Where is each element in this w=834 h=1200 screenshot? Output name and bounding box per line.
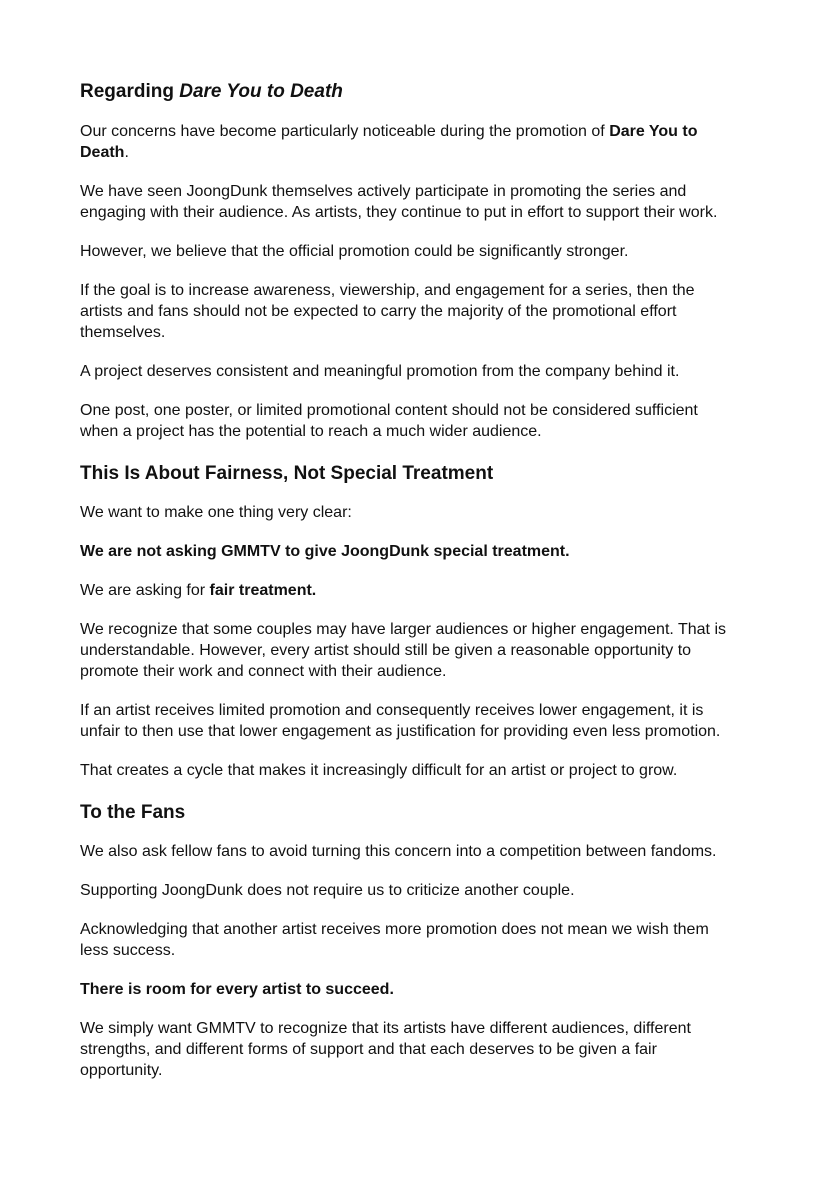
section-heading-dare-you-to-death: Regarding Dare You to Death <box>80 81 343 102</box>
paragraph: Our concerns have become particularly noticeable during the promotion of Dare You to Death. <box>80 123 698 161</box>
paragraph: If an artist receives limited promotion and consequently receives lower engagement, it is unfair to then use that lower engagement as justification for providing even less promotion. <box>80 702 721 740</box>
paragraph: If the goal is to increase awareness, viewership, and engagement for a series, then the artists and fans should not be expected to carry the majority of the promotional effort themselves. <box>80 282 695 341</box>
document-page <box>80 80 730 1081</box>
paragraph: However, we believe that the official promotion could be significantly stronger. <box>80 243 629 260</box>
paragraph: We also ask fellow fans to avoid turning this concern into a competition between fandoms. <box>80 843 717 860</box>
paragraph: We simply want GMMTV to recognize that its artists have different audiences, different strengths, and different forms of support and that each deserves to be given a fair opportunity. <box>80 1020 691 1079</box>
paragraph: Supporting JoongDunk does not require us to criticize another couple. <box>80 882 575 899</box>
paragraph: That creates a cycle that makes it increasingly difficult for an artist or project to grow. <box>80 762 678 779</box>
paragraph-bold: We are not asking GMMTV to give JoongDunk special treatment. <box>80 543 570 560</box>
section-heading-to-the-fans: To the Fans <box>80 802 186 823</box>
paragraph: Acknowledging that another artist receives more promotion does not mean we wish them less success. <box>80 921 709 959</box>
section-heading-fairness: This Is About Fairness, Not Special Treatment <box>80 463 494 484</box>
paragraph: We want to make one thing very clear: <box>80 504 352 521</box>
paragraph: One post, one poster, or limited promotional content should not be considered sufficient when a project has the potential to reach a much wider audience. <box>80 402 698 440</box>
series-title-bold: Dare You to Death <box>80 123 698 161</box>
heading-series-title: Dare You to Death <box>179 81 343 102</box>
paragraph: We recognize that some couples may have larger audiences or higher engagement. That is understandable. However, every artist should still be given a reasonable opportunity to promote their work and connect with their audience. <box>80 621 726 680</box>
paragraph: We have seen JoongDunk themselves actively participate in promoting the series and engaging with their audience. As artists, they continue to put in effort to support their work. <box>80 183 718 221</box>
paragraph: A project deserves consistent and meaningful promotion from the company behind it. <box>80 363 680 380</box>
paragraph-bold: There is room for every artist to succeed. <box>80 981 394 998</box>
paragraph: We are asking for fair treatment. <box>80 582 317 599</box>
